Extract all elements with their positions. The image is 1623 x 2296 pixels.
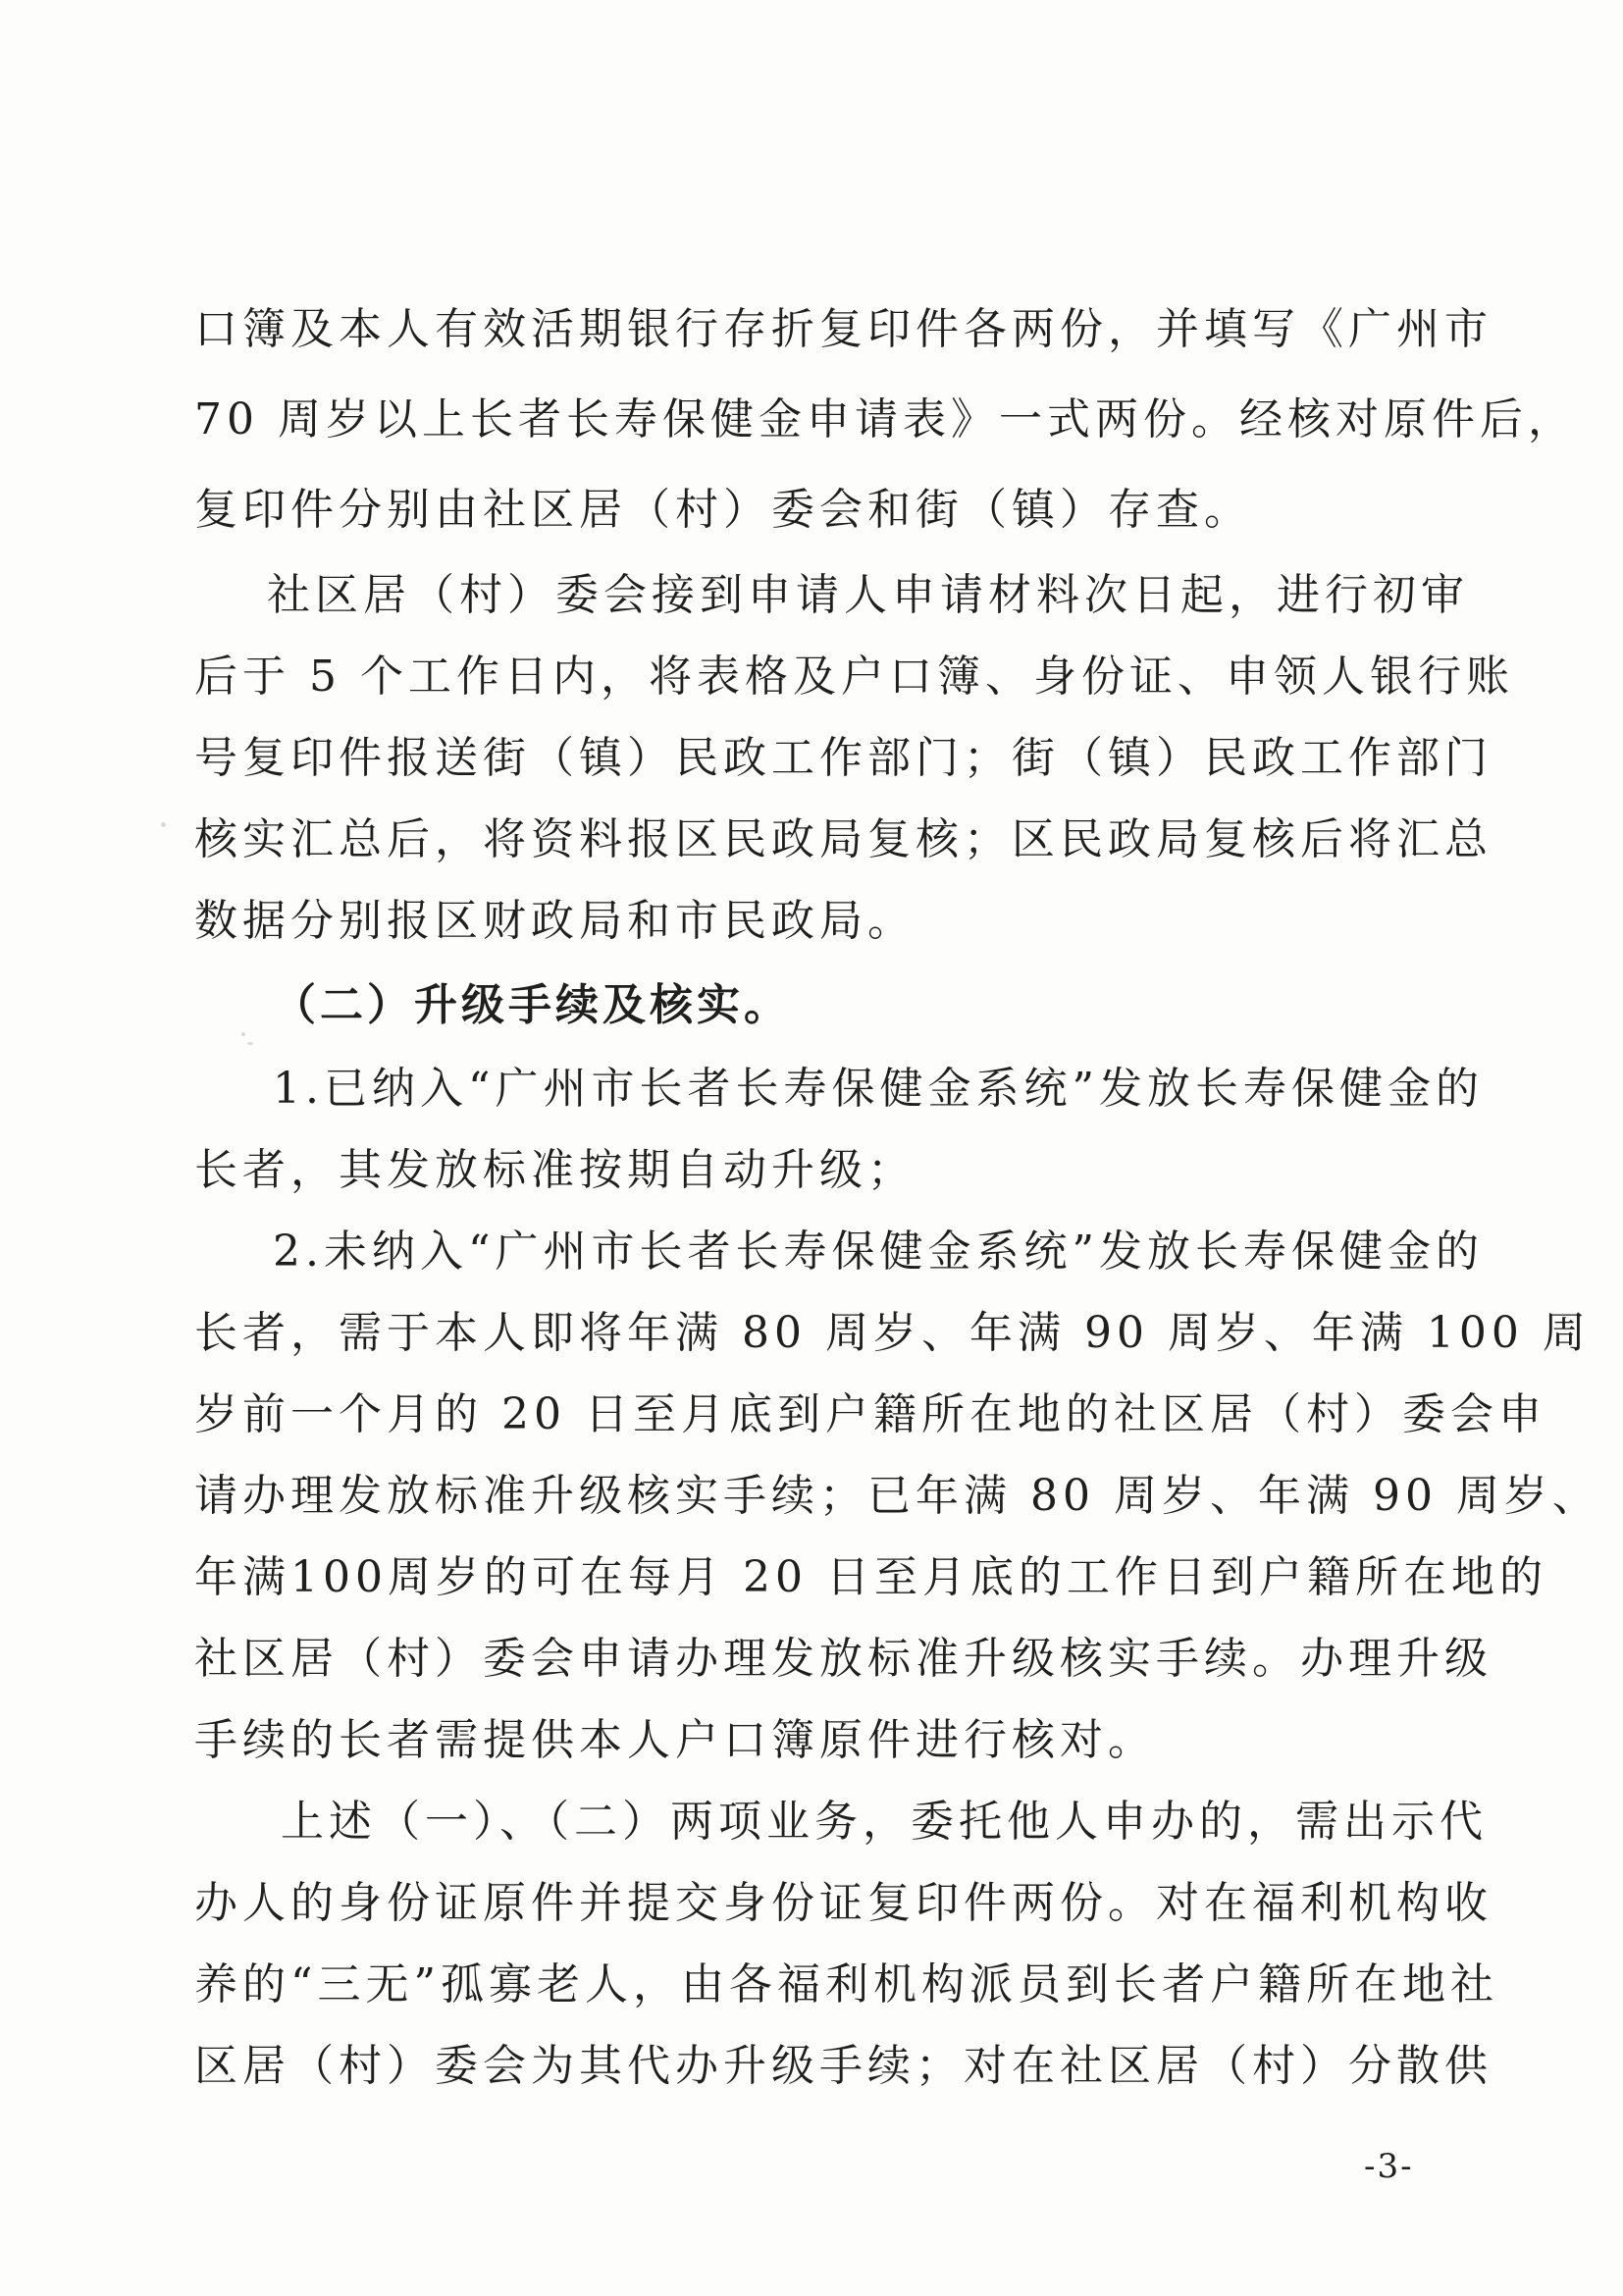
text-line: 数据分别报区财政局和市民政局。 bbox=[194, 896, 916, 946]
text-line: 口簿及本人有效活期银行存折复印件各两份，并填写《广州市 bbox=[194, 304, 1492, 354]
text-line: 养的“三无”孤寡老人，由各福利机构派员到长者户籍所在地社 bbox=[194, 1959, 1498, 2009]
text-line: 请办理发放标准升级核实手续；已年满 80 周岁、年满 90 周岁、 bbox=[194, 1471, 1600, 1521]
paragraph-first-line: 上述（一）、（二）两项业务，委托他人申办的，需出示代 bbox=[281, 1797, 1488, 1847]
text-line: 后于 5 个工作日内，将表格及户口簿、身份证、申领人银行账 bbox=[194, 652, 1514, 702]
text-line: 长者，需于本人即将年满 80 周岁、年满 90 周岁、年满 100 周 bbox=[194, 1308, 1591, 1358]
text-line: 号复印件报送街（镇）民政工作部门；街（镇）民政工作部门 bbox=[194, 733, 1492, 783]
page-number: -3- bbox=[1364, 2147, 1414, 2186]
text-line: 办人的身份证原件并提交身份证复印件两份。对在福利机构收 bbox=[194, 1878, 1492, 1928]
scan-speck bbox=[247, 1042, 253, 1045]
list-item-first-line: 2.未纳入“广州市长者长寿保健金系统”发放长寿保健金的 bbox=[273, 1226, 1484, 1277]
text-line: 年满100周岁的可在每月 20 日至月底的工作日到户籍所在地的 bbox=[194, 1552, 1547, 1602]
text-line: 70 周岁以上长者长寿保健金申请表》一式两份。经核对原件后， bbox=[194, 394, 1576, 444]
text-line: 社区居（村）委会申请办理发放标准升级核实手续。办理升级 bbox=[194, 1634, 1492, 1684]
scan-speck bbox=[161, 822, 166, 827]
text-line: 区居（村）委会为其代办升级手续；对在社区居（村）分散供 bbox=[194, 2041, 1492, 2091]
text-line: 岁前一个月的 20 日至月底到户籍所在地的社区居（村）委会申 bbox=[194, 1389, 1546, 1439]
section-heading: （二）升级手续及核实。 bbox=[273, 980, 791, 1030]
text-line: 复印件分别由社区居（村）委会和街（镇）存查。 bbox=[194, 485, 1252, 535]
scan-speck bbox=[241, 1032, 245, 1036]
paragraph-first-line: 社区居（村）委会接到申请人申请材料次日起，进行初审 bbox=[267, 570, 1469, 620]
text-line: 长者，其发放标准按期自动升级； bbox=[194, 1145, 916, 1195]
list-item-first-line: 1.已纳入“广州市长者长寿保健金系统”发放长寿保健金的 bbox=[273, 1064, 1484, 1114]
text-line: 手续的长者需提供本人户口簿原件进行核对。 bbox=[194, 1715, 1156, 1765]
text-line: 核实汇总后，将资料报区民政局复核；区民政局复核后将汇总 bbox=[194, 814, 1492, 864]
